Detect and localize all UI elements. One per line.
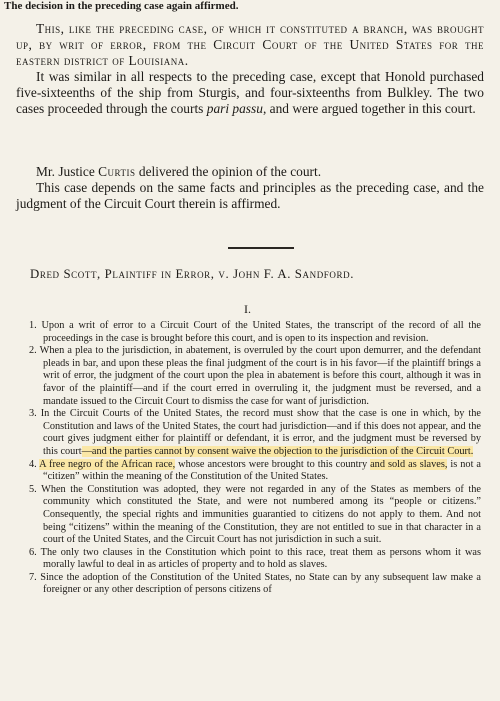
paragraph-4: This case depends on the same facts and principles as the preceding case, and the judgment of the Circuit Court therein is affirmed. (16, 180, 484, 211)
headnote-4-rest: is not a “citizen” within the meaning of the Constitution of the United States. (43, 458, 482, 483)
section-divider (228, 247, 294, 249)
headnote-5: 5. When the Constitution was adopted, they were not regarded in any of the States as members of the community which constituted the State, and were not numbered among its “people or citizens.” Consequently, the special rights and immunities guarantied to citizens do not apply to them. And not being “citizens” within the meaning of the Constitution, they are not entitled to sue in that character in a court of the United States, and the Circuit Court has not jurisdiction in such a suit. (29, 483, 481, 546)
paragraph-1 (16, 21, 484, 69)
headnote-3-text: 3. In the Circuit Courts of the United States, the record must show that the case is one in which, by the Constitution and laws of the United States, the court had jurisdiction—and if this does not appear, and the court gives judgment either for plaintiff or defendant, it is error, and the judgment must be reversed by this court (29, 408, 481, 457)
headnote-4-mid: whose ancestors were brought to this country (175, 458, 371, 470)
paragraph-2-after: , and were argued together in this court. (262, 100, 476, 116)
highlight-3: and sold as slaves, (370, 458, 448, 470)
paragraph-3-after: delivered the opinion of the court. (135, 164, 322, 179)
paragraph-3 (16, 164, 484, 180)
case-title: Dred Scott, Plaintiff in Error, v. John F. A. Sandford. (30, 267, 355, 281)
paragraph-2-before: It was similar in all respects to the preceding case, except that Honold purchased five-sixteenths of the ship from Sturgis, and four-sixteenths from Bulkley. The two cases proceeded through the courts (16, 69, 484, 116)
paragraph-2 (16, 69, 484, 117)
headnote-4-num: 4. (29, 458, 40, 470)
headnote-1: 1. Upon a writ of error to a Circuit Court of the United States, the transcript of the record of all the proceedings in the case is brought before this court, and is open to its inspection and revision. (29, 320, 481, 344)
paragraph-1-text: This, like the preceding case, of which it constituted a branch, was brought up, by writ of error, from the Circuit Court of the United States for the eastern district of Louisiana. (16, 21, 484, 68)
headnote-2: 2. When a plea to the jurisdiction, in abatement, is overruled by the court upon demurrer, and the defendant pleads in bar, and upon these pleas the final judgment of the court is in his favor—if the plaintiff brings a writ of error, the judgment of the court upon the plea in abatement is before this court, although it was in favor of the plaintiff—and if the court erred in overruling it, the judgment must be reversed, and a mandate issued to the Circuit Court to dismiss the case for want of jurisdiction. (29, 345, 481, 407)
highlight-2: A free negro of the African race, (39, 458, 176, 470)
headnotes (29, 320, 481, 597)
highlight-1: —and the parties cannot by consent waive the objection to the jurisdiction of the Circuit Court. (81, 445, 474, 457)
justice-name: Curtis (98, 164, 136, 179)
running-head-note: The decision in the preceding case again affirmed. (4, 0, 239, 12)
headnote-6: 6. The only two clauses in the Constitution which point to this race, treat them as persons whom it was morally lawful to deal in as articles of property and to hold as slaves. (29, 546, 481, 571)
paragraph-3-before: Mr. Justice (36, 164, 99, 179)
section-number: I. (244, 302, 251, 316)
paragraph-2-italic: pari passu (206, 100, 263, 116)
headnote-4 (29, 459, 481, 484)
headnote-7: 7. Since the adoption of the Constitution of the United States, no State can by any subsequent law make a foreigner or any other description of persons citizens of (29, 571, 481, 596)
headnote-3 (29, 408, 481, 458)
